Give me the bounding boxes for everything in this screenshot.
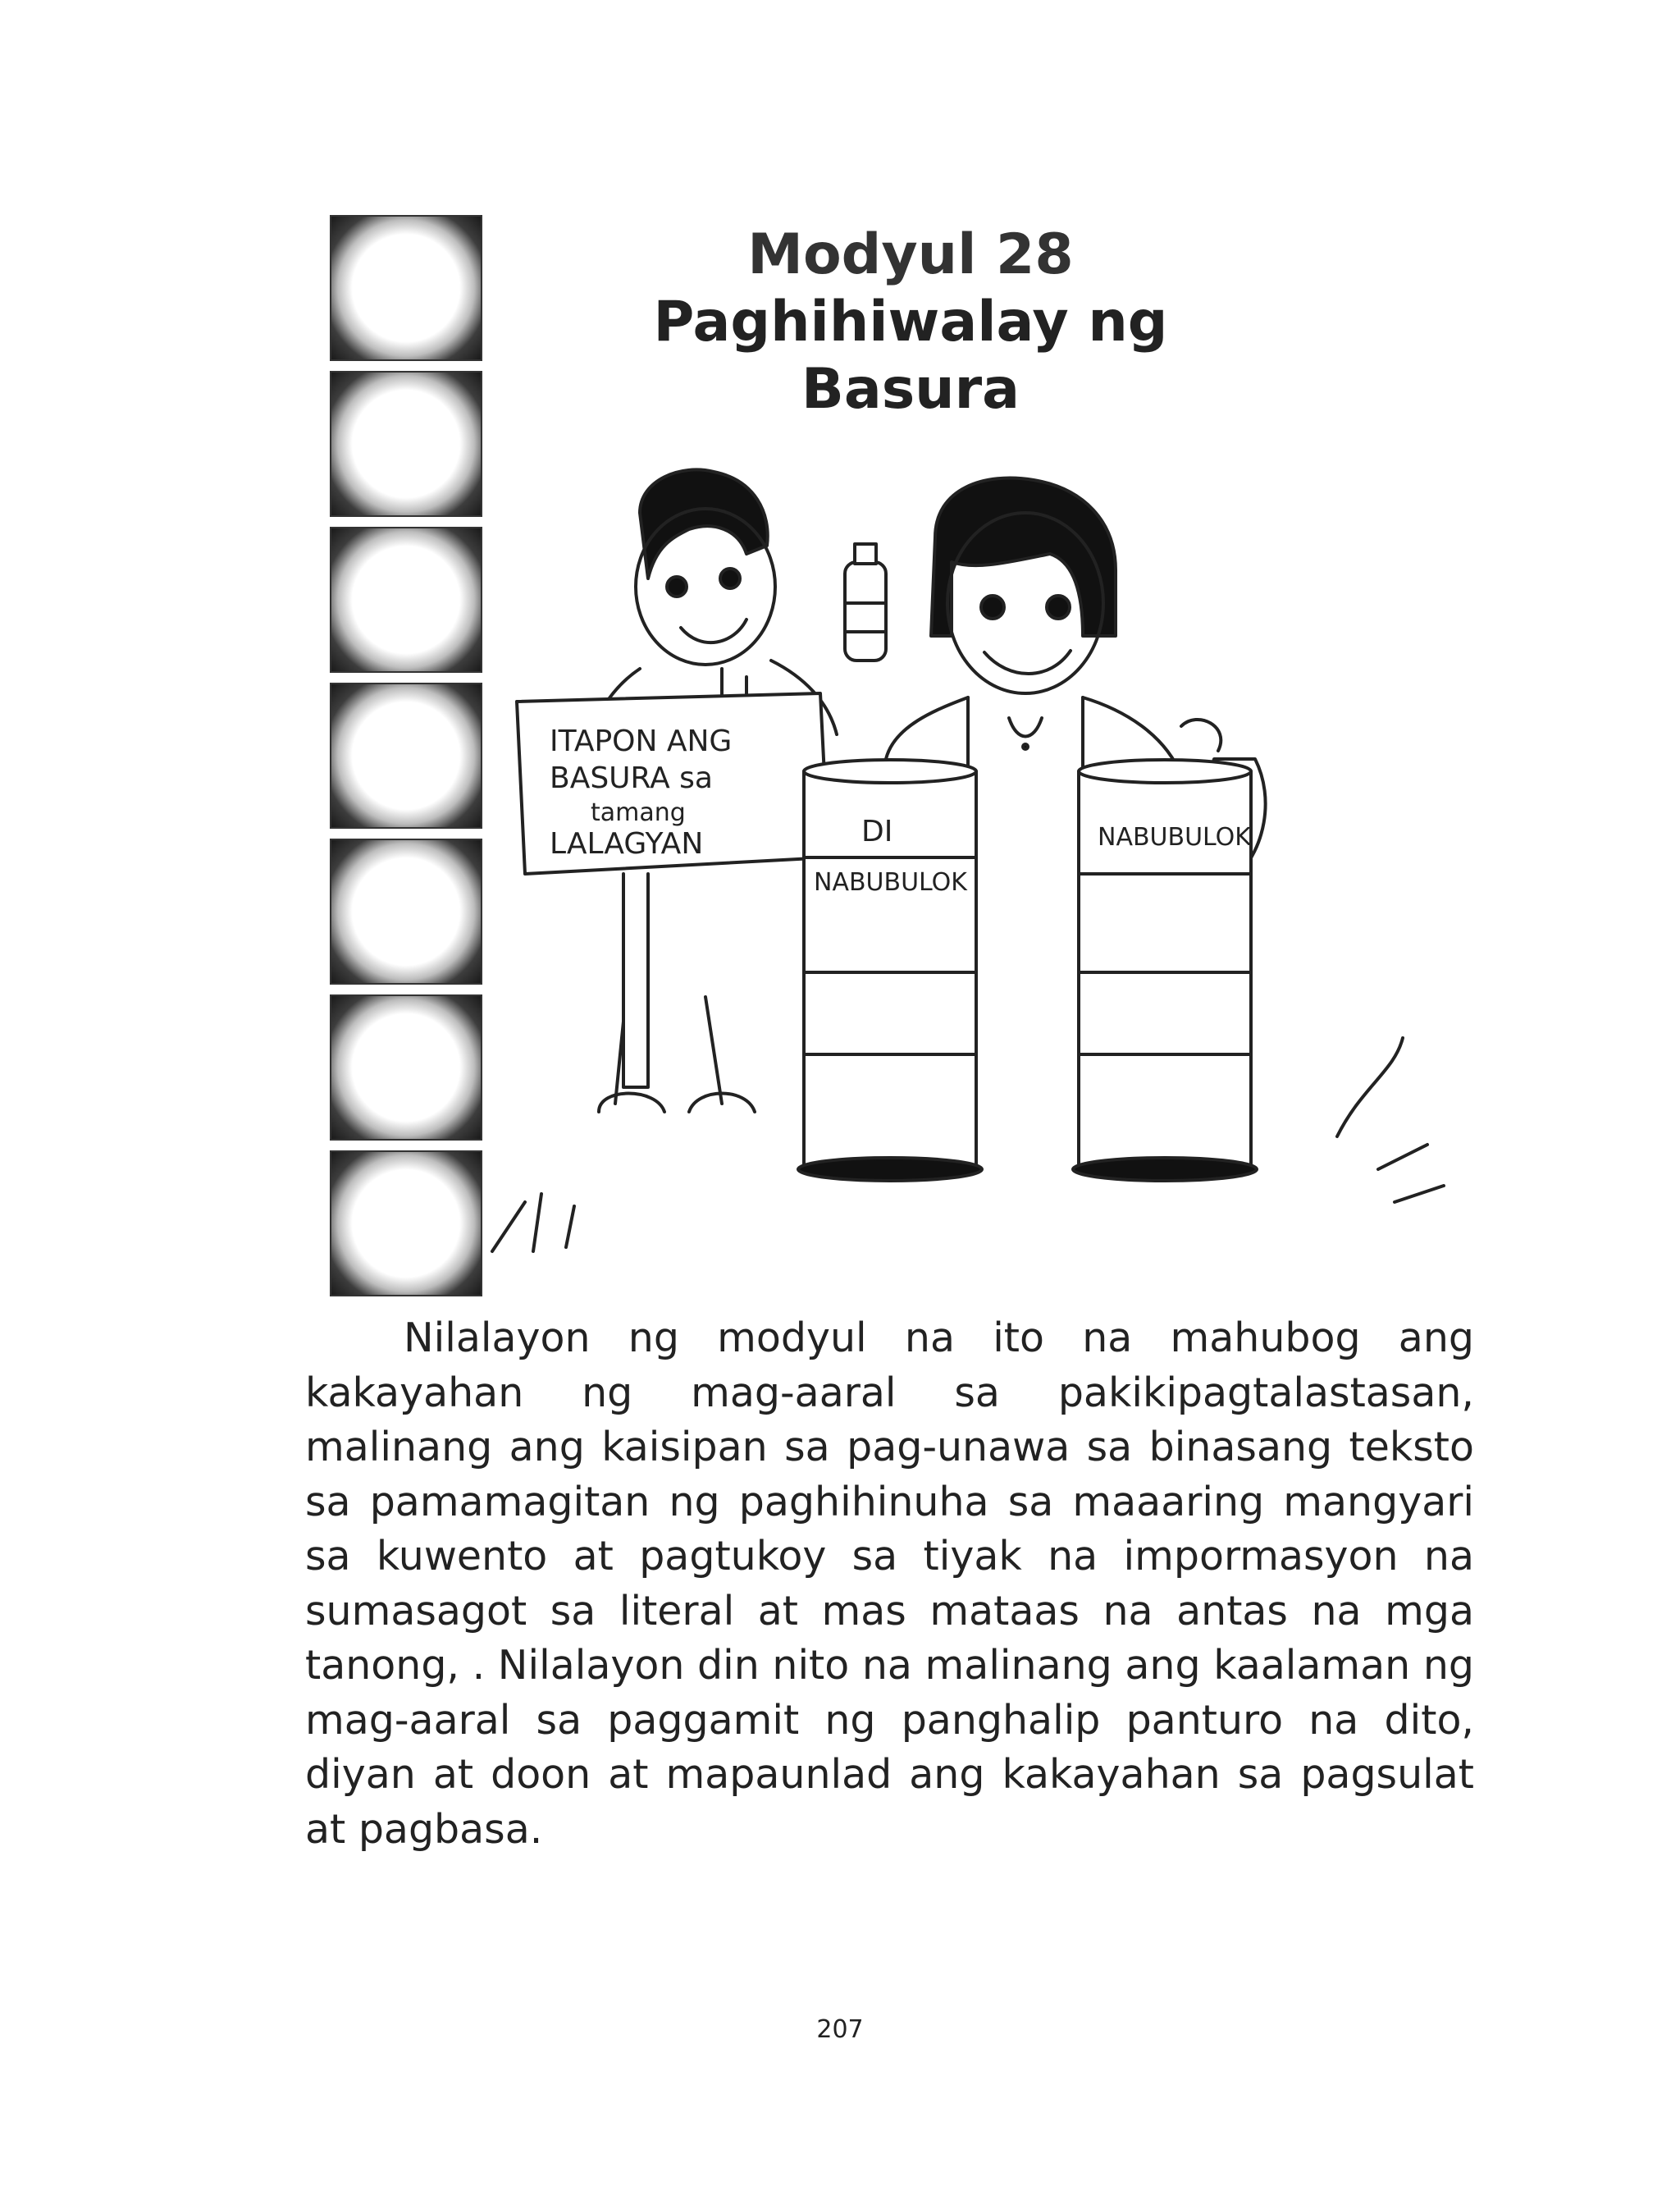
- module-description: [305, 1311, 1474, 1857]
- grass-right: [1337, 1038, 1444, 1202]
- bin-left-label-line-2: NABUBULOK: [814, 868, 967, 897]
- module-description-text: Nilalayon ng modyul na ito na mahubog ang kakayahan ng mag-aaral sa pakikipagtalastasan, malinang ang kaisipan sa pag-unawa sa binasang teksto sa pamamagitan ng paghihinuha sa maaaring mangyari sa kuwento at pagtukoy sa tiyak na impormasyon na sumasagot sa literal at mas mataas na antas na mga tanong, . Nilalayon din nito na malinang ang kaalaman ng mag-aaral sa paggamit ng panghalip panturo na dito, diyan at doon at mapaunlad ang kakayahan sa pagsulat at pagbasa.: [305, 1314, 1474, 1853]
- module-number: Modyul 28: [747, 222, 1074, 287]
- module-title-line-2: Paghihiwalay ng: [653, 290, 1168, 354]
- children-sorting-trash-illustration: [476, 464, 1460, 1264]
- page-number: 207: [816, 2015, 864, 2044]
- module-title-line-3: Basura: [801, 357, 1020, 422]
- film-strip-decoration: [330, 215, 482, 1282]
- bin-left-label-line-1: DI: [861, 815, 893, 848]
- film-frame: [330, 215, 482, 361]
- module-title: [591, 222, 1230, 423]
- film-frame: [330, 1150, 482, 1296]
- bin-right-label: NABUBULOK: [1098, 823, 1251, 852]
- film-frame: [330, 371, 482, 517]
- sign-text-line-1: ITAPON ANG: [550, 725, 733, 758]
- plastic-bottle: [845, 544, 886, 661]
- sign-post: [623, 874, 648, 1087]
- sign-text-line-4: LALAGYAN: [550, 827, 704, 861]
- grass-left: [492, 1194, 574, 1251]
- film-frame: [330, 994, 482, 1141]
- film-frame: [330, 683, 482, 829]
- sign-text-line-3: tamang: [591, 798, 686, 827]
- sign-text-line-2: BASURA sa: [550, 761, 713, 795]
- film-frame: [330, 527, 482, 673]
- film-frame: [330, 839, 482, 985]
